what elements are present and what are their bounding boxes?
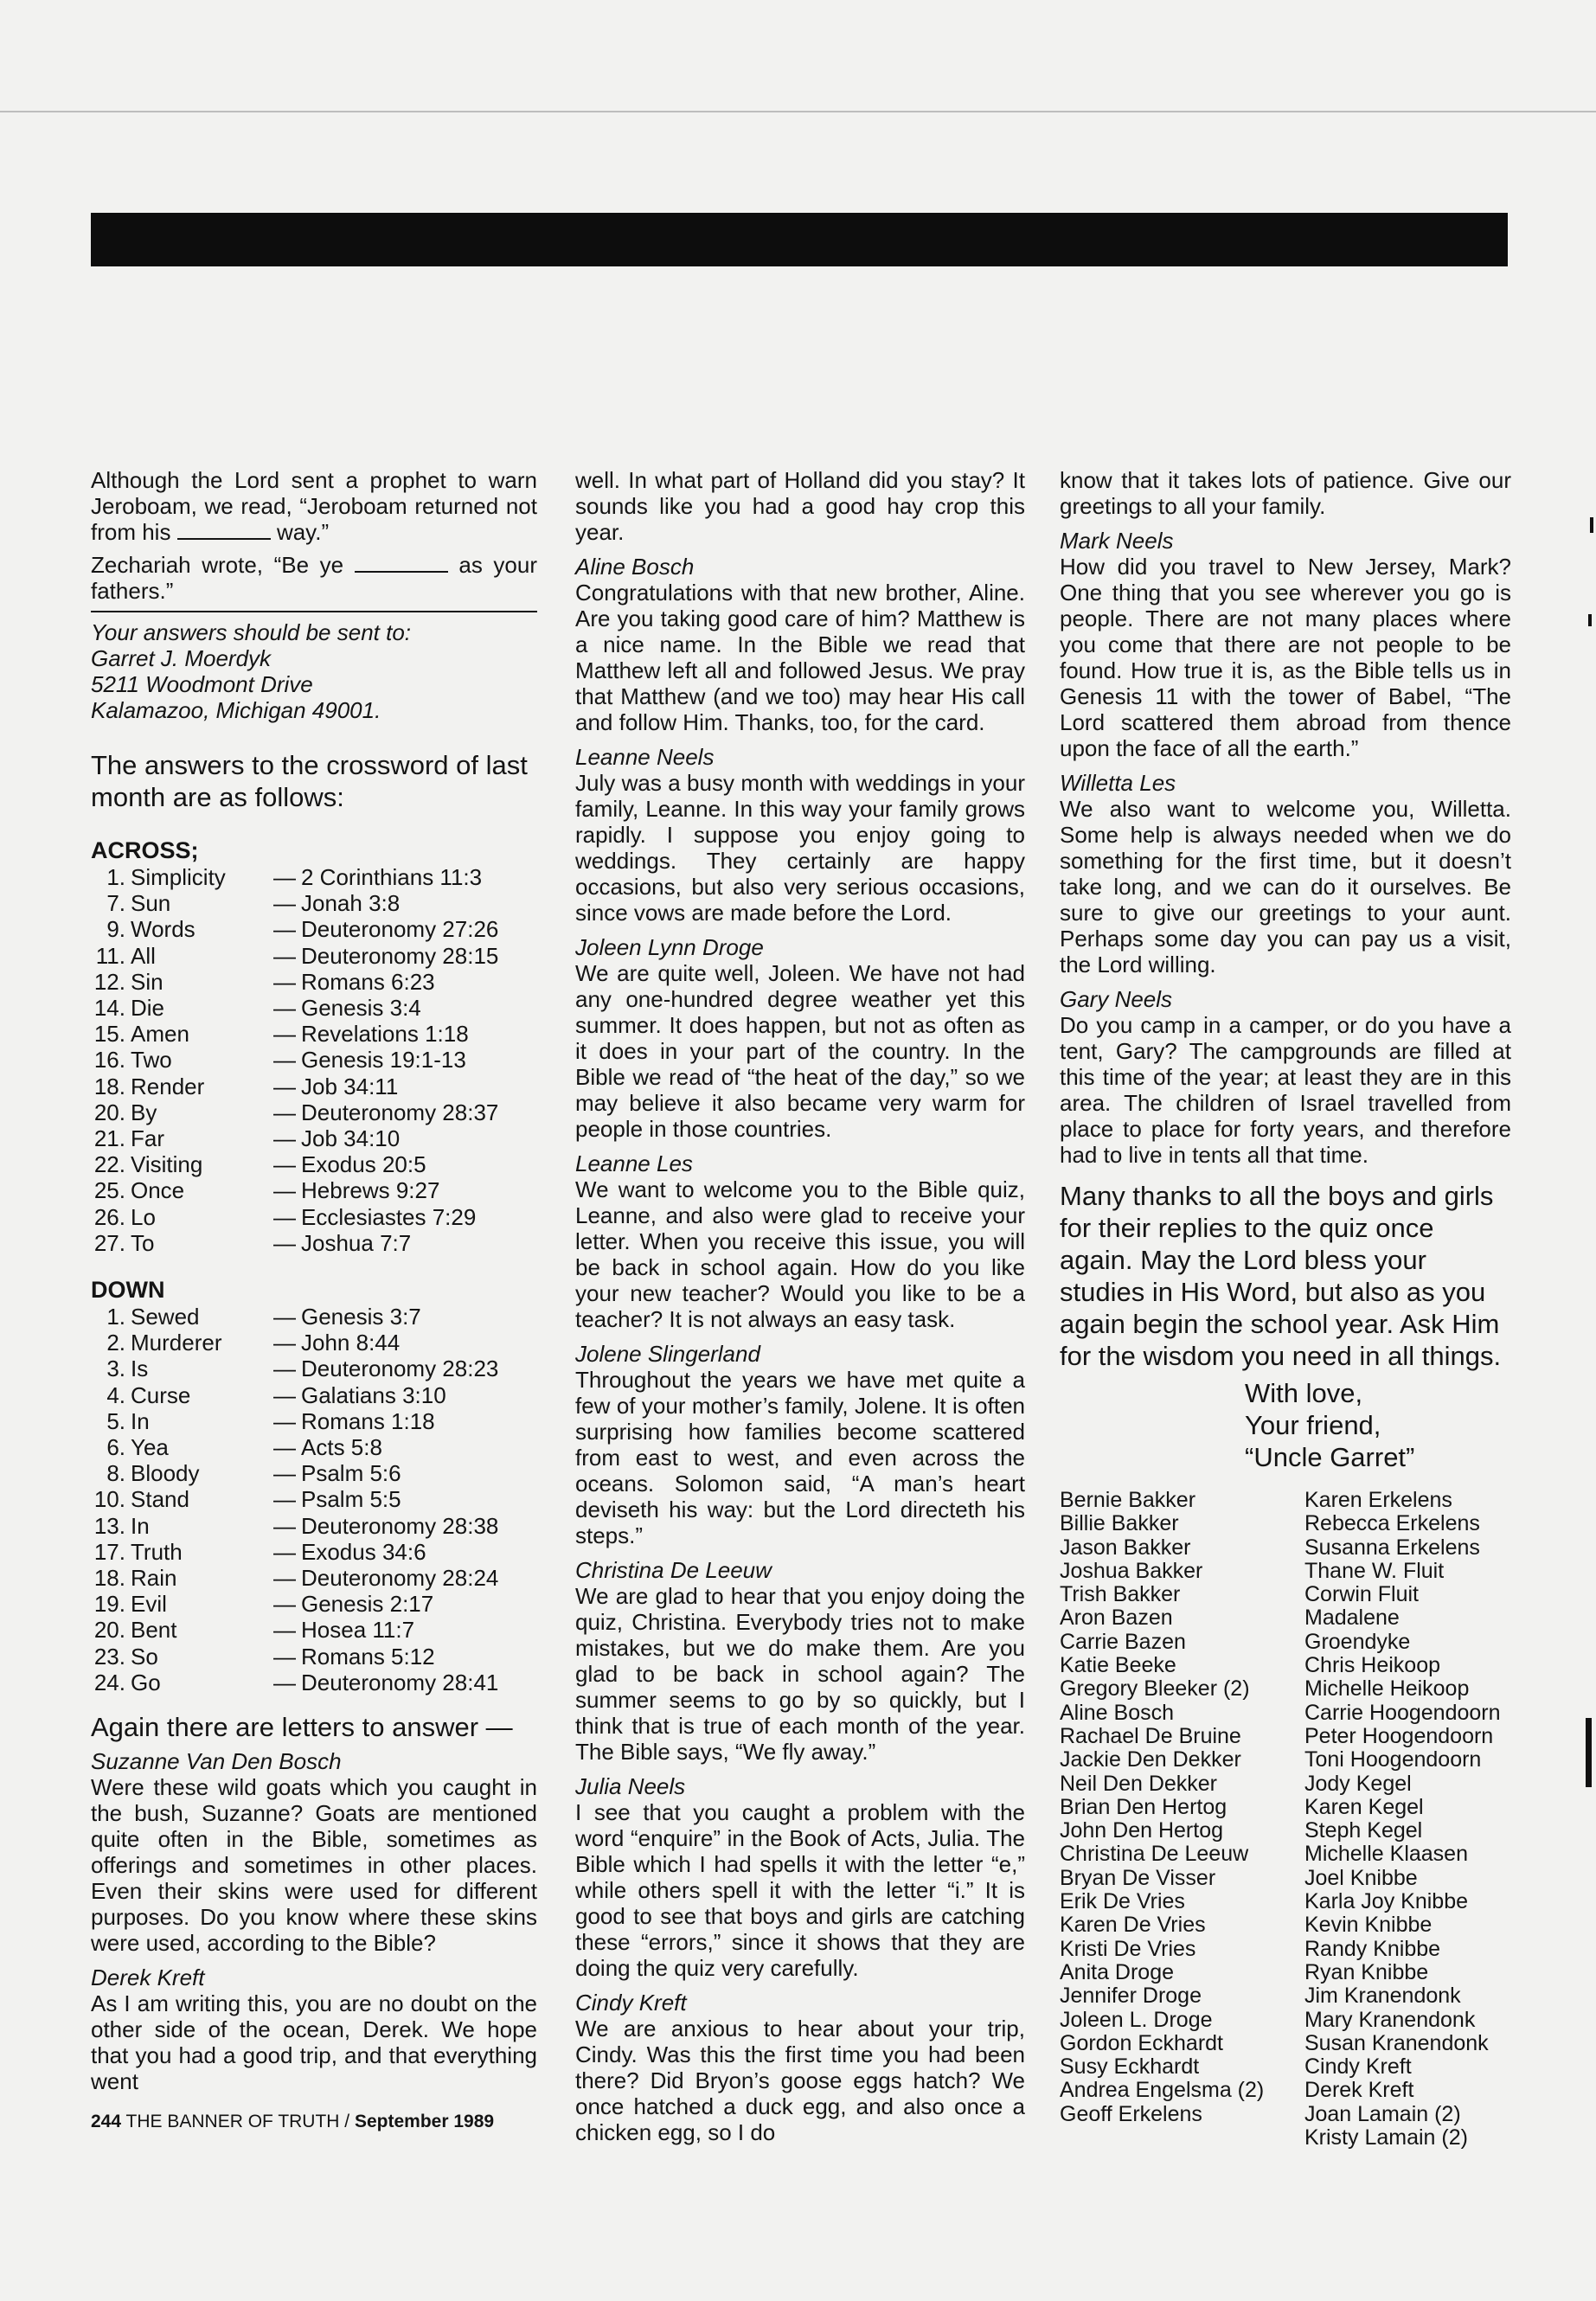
answer-word: To bbox=[131, 1229, 155, 1256]
participant-name: Geoff Erkelens bbox=[1060, 2101, 1202, 2126]
reference-text: 2 Corinthians 11:3 bbox=[301, 864, 483, 890]
letters-list bbox=[1060, 528, 1511, 1168]
participant-name: Neil Den Dekker bbox=[1060, 1771, 1218, 1796]
reference-text: Hebrews 9:27 bbox=[301, 1177, 440, 1204]
answer-word: Bloody bbox=[131, 1460, 200, 1487]
participant-name: Ryan Knibbe bbox=[1304, 1959, 1429, 1984]
reference-text: Deuteronomy 28:37 bbox=[301, 1099, 499, 1125]
answers-heading: The answers to the crossword of last month are as follows: bbox=[91, 750, 528, 812]
reference-text: Genesis 3:4 bbox=[301, 995, 421, 1022]
continued-text: know that it takes lots of patience. Give our greetings to all your family. bbox=[1060, 467, 1511, 519]
letter-body: We also want to welcome you, Willetta. Some help is always needed when we do something for the first time, but it doesn’t take long, and we can do it ourselves. Be sure to give our greetings to your aunt. Perhaps some day you can pay us a visit, the Lord willing. bbox=[1060, 796, 1511, 977]
letter-name: Julia Neels bbox=[575, 1773, 686, 1799]
clue-number: 18. bbox=[93, 1565, 125, 1592]
participant-name: John Den Hertog bbox=[1060, 1818, 1224, 1843]
reference-text: Deuteronomy 28:41 bbox=[301, 1669, 499, 1695]
down-answers bbox=[91, 1304, 537, 1695]
participant-name: Aron Bazen bbox=[1060, 1606, 1173, 1631]
down-answer-row bbox=[91, 1513, 537, 1539]
answer-word: Two bbox=[131, 1047, 172, 1074]
names-column-right bbox=[1304, 1489, 1511, 2150]
letter-name: Leanne Neels bbox=[575, 744, 715, 770]
across-answer-row bbox=[91, 1177, 537, 1203]
scripture-reference bbox=[273, 864, 537, 890]
column-3 bbox=[1060, 467, 1511, 2150]
participant-name: Erik De Vries bbox=[1060, 1889, 1185, 1914]
em-dash: — bbox=[273, 1538, 296, 1565]
participant-name: Rachael De Bruine bbox=[1060, 1723, 1241, 1748]
across-answer-row bbox=[91, 916, 537, 942]
letter-name: Suzanne Van Den Bosch bbox=[91, 1748, 342, 1775]
answer-word: In bbox=[131, 1407, 150, 1434]
participant-name: Karen Erkelens bbox=[1304, 1488, 1452, 1512]
em-dash: — bbox=[273, 968, 296, 995]
reference-text: Ecclesiastes 7:29 bbox=[301, 1203, 477, 1230]
letter-body: Throughout the years we have met quite a few of your mother’s family, Jolene. It is often surprising how families become scattered from east to west, and even across the oceans. Solomon said, “A man’s heart deviseth his way: but the Lord directeth his steps.” bbox=[575, 1367, 1025, 1548]
reference-text: Deuteronomy 28:24 bbox=[301, 1565, 499, 1592]
scripture-reference bbox=[273, 1460, 537, 1486]
send-label: Your answers should be sent to: bbox=[91, 619, 412, 645]
reference-text: Deuteronomy 28:38 bbox=[301, 1512, 499, 1539]
participant-name: Corwin Fluit bbox=[1304, 1582, 1419, 1607]
reference-text: Acts 5:8 bbox=[301, 1434, 382, 1461]
address-line-3: Kalamazoo, Michigan 49001. bbox=[91, 697, 381, 723]
participant-name: Karla Joy Knibbe bbox=[1304, 1889, 1469, 1914]
clue-number: 14. bbox=[93, 995, 125, 1022]
participant-name: Kristi De Vries bbox=[1060, 1936, 1196, 1961]
participant-name: Chris Heikoop bbox=[1304, 1653, 1441, 1678]
edge-mark bbox=[1586, 1718, 1592, 1787]
answer-word: Go bbox=[131, 1669, 161, 1695]
participant-name: Michelle Heikoop bbox=[1304, 1676, 1470, 1702]
answer-word: Far bbox=[131, 1125, 164, 1152]
down-answer-row bbox=[91, 1382, 537, 1408]
em-dash: — bbox=[273, 942, 296, 969]
em-dash: — bbox=[273, 1151, 296, 1178]
participant-name: Joshua Bakker bbox=[1060, 1558, 1203, 1583]
em-dash: — bbox=[273, 1381, 296, 1408]
participant-name: Susy Eckhardt bbox=[1060, 2054, 1200, 2080]
column-2 bbox=[575, 467, 1025, 2154]
participant-name: Derek Kreft bbox=[1304, 2078, 1414, 2103]
scripture-reference bbox=[273, 1591, 537, 1617]
address-line-2: 5211 Woodmont Drive bbox=[91, 671, 313, 697]
em-dash: — bbox=[273, 1177, 296, 1204]
participant-name: Gordon Eckhardt bbox=[1060, 2030, 1223, 2055]
clue-number: 18. bbox=[93, 1073, 125, 1099]
answer-word: Is bbox=[131, 1356, 149, 1382]
closing-paragraph: Many thanks to all the boys and girls for their replies to the quiz once again. May the Lord bless your studies in His Word, but also as you again begin the school year. Ask Him for the wisdom you need in all things. bbox=[1060, 1181, 1502, 1371]
participant-name: Toni Hoogendoorn bbox=[1304, 1747, 1482, 1772]
letter-body: I see that you caught a problem with the word “enquire” in the Book of Acts, Julia. The Bible which I had spells it with the letter “e,” while others spell it with the letter “i.” It is good to see that boys and girls are catching these “errors,” since it shows that they are doing the quiz very carefully. bbox=[575, 1799, 1025, 1981]
letter-name: Joleen Lynn Droge bbox=[575, 934, 764, 960]
clue-number: 25. bbox=[93, 1177, 125, 1204]
reference-text: Revelations 1:18 bbox=[301, 1021, 469, 1048]
letter-body: How did you travel to New Jersey, Mark? One thing that you see wherever you go is people. There are not many places where you come that there are not people to be found. How true it is, as the Bible tells us in Genesis 11 with the tower of Babel, “The Lord scattered them abroad from thence upon the face of all the earth.” bbox=[1060, 554, 1511, 761]
participant-names bbox=[1060, 1489, 1511, 2150]
down-answer-row bbox=[91, 1356, 537, 1381]
letter-name: Jolene Slingerland bbox=[575, 1341, 760, 1367]
clue-number: 20. bbox=[93, 1099, 125, 1125]
clue-number: 4. bbox=[106, 1381, 125, 1408]
clue-number: 3. bbox=[106, 1356, 125, 1382]
answer-word: Once bbox=[131, 1177, 185, 1204]
participant-name: Cindy Kreft bbox=[1304, 2054, 1412, 2080]
signoff-line-1: With love, bbox=[1245, 1378, 1363, 1408]
across-answer-row bbox=[91, 1074, 537, 1099]
participant-name: Anita Droge bbox=[1060, 1959, 1175, 1984]
em-dash: — bbox=[273, 1591, 296, 1618]
down-answer-row bbox=[91, 1304, 537, 1330]
down-answer-row bbox=[91, 1670, 537, 1695]
reference-text: Job 34:11 bbox=[301, 1073, 399, 1099]
letter-body: Do you camp in a camper, or do you have a tent, Gary? The campgrounds are filled at this time of the year; at least they are in this area. The children of Israel travelled from place to place for forty years, and therefore had to live in tents all that time. bbox=[1060, 1012, 1511, 1168]
participant-name: Jackie Den Dekker bbox=[1060, 1747, 1241, 1772]
scripture-reference bbox=[273, 1617, 537, 1643]
participant-name: Randy Knibbe bbox=[1304, 1936, 1441, 1961]
scripture-reference bbox=[273, 1434, 537, 1460]
reference-text: Psalm 5:5 bbox=[301, 1486, 401, 1513]
clue-number: 6. bbox=[106, 1434, 125, 1461]
letter-body: As I am writing this, you are no doubt on the other side of the ocean, Derek. We hope that you had a good trip, and that everything went bbox=[91, 1990, 537, 2095]
reference-text: Galatians 3:10 bbox=[301, 1381, 446, 1408]
across-answer-row bbox=[91, 864, 537, 890]
down-answer-row bbox=[91, 1330, 537, 1356]
participant-name: Brian Den Hertog bbox=[1060, 1794, 1227, 1819]
reference-text: Romans 5:12 bbox=[301, 1643, 435, 1670]
answer-word: In bbox=[131, 1512, 150, 1539]
reference-text: Job 34:10 bbox=[301, 1125, 401, 1152]
clue-number: 12. bbox=[93, 968, 125, 995]
clue-number: 15. bbox=[93, 1021, 125, 1048]
em-dash: — bbox=[273, 1486, 296, 1513]
em-dash: — bbox=[273, 1203, 296, 1230]
scripture-reference bbox=[273, 969, 537, 995]
em-dash: — bbox=[273, 1565, 296, 1592]
answer-word: Rain bbox=[131, 1565, 177, 1592]
scripture-reference bbox=[273, 1382, 537, 1408]
scripture-reference bbox=[273, 1644, 537, 1670]
scripture-reference bbox=[273, 943, 537, 969]
participant-name: Bryan De Visser bbox=[1060, 1865, 1216, 1890]
participant-name: Mary Kranendonk bbox=[1304, 2007, 1476, 2032]
em-dash: — bbox=[273, 995, 296, 1022]
em-dash: — bbox=[273, 864, 296, 890]
down-answer-row bbox=[91, 1539, 537, 1565]
letter-name: Christina De Leeuw bbox=[575, 1557, 772, 1583]
clue-number: 22. bbox=[93, 1151, 125, 1178]
answer-word: Sewed bbox=[131, 1304, 200, 1330]
answer-word: Simplicity bbox=[131, 864, 226, 890]
participant-name: Joleen L. Droge bbox=[1060, 2007, 1213, 2032]
scripture-reference bbox=[273, 1021, 537, 1047]
clue-number: 24. bbox=[93, 1669, 125, 1695]
scripture-reference bbox=[273, 1151, 537, 1177]
down-answer-row bbox=[91, 1617, 537, 1643]
letter-body: Congratulations with that new brother, Aline. Are you taking good care of him? Matthew is a nice name. In the Bible we read that Matthew left all and followed Jesus. We pray that Matthew (and we too) may hear His call and follow Him. Thanks, too, for the card. bbox=[575, 580, 1025, 735]
reference-text: Romans 6:23 bbox=[301, 968, 435, 995]
scripture-reference bbox=[273, 1513, 537, 1539]
clue-number: 17. bbox=[93, 1538, 125, 1565]
across-answer-row bbox=[91, 1204, 537, 1230]
reference-text: Deuteronomy 28:23 bbox=[301, 1356, 499, 1382]
participant-name: Jennifer Droge bbox=[1060, 1984, 1202, 2009]
em-dash: — bbox=[273, 1512, 296, 1539]
edge-mark bbox=[1588, 614, 1592, 626]
em-dash: — bbox=[273, 1434, 296, 1461]
issue-date: September 1989 bbox=[354, 2112, 495, 2131]
letters-heading: Again there are letters to answer — bbox=[91, 1712, 513, 1743]
participant-name: Rebecca Erkelens bbox=[1304, 1511, 1480, 1536]
participant-name: Susan Kranendonk bbox=[1304, 2030, 1489, 2055]
clue-number: 27. bbox=[93, 1229, 125, 1256]
letter-name: Derek Kreft bbox=[91, 1965, 205, 1991]
clue-number: 23. bbox=[93, 1643, 125, 1670]
letter-name: Leanne Les bbox=[575, 1150, 693, 1176]
across-answer-row bbox=[91, 890, 537, 916]
answer-word: Murderer bbox=[131, 1330, 222, 1356]
em-dash: — bbox=[273, 1304, 296, 1330]
participant-name: Susanna Erkelens bbox=[1304, 1535, 1480, 1560]
participant-name: Carrie Hoogendoorn bbox=[1304, 1700, 1501, 1725]
participant-name: Gregory Bleeker (2) bbox=[1060, 1676, 1250, 1702]
reference-text: Genesis 19:1-13 bbox=[301, 1047, 466, 1074]
down-answer-row bbox=[91, 1644, 537, 1670]
em-dash: — bbox=[273, 1407, 296, 1434]
across-answer-row bbox=[91, 943, 537, 969]
scripture-reference bbox=[273, 1539, 537, 1565]
participant-name: Peter Hoogendoorn bbox=[1304, 1723, 1494, 1748]
em-dash: — bbox=[273, 1643, 296, 1670]
across-answer-row bbox=[91, 1099, 537, 1125]
participant-name: Karen Kegel bbox=[1304, 1794, 1424, 1819]
scripture-reference bbox=[273, 1304, 537, 1330]
em-dash: — bbox=[273, 1125, 296, 1152]
participant-name: Michelle Klaasen bbox=[1304, 1842, 1468, 1867]
em-dash: — bbox=[273, 1229, 296, 1256]
letter-body: July was a busy month with weddings in your family, Leanne. In this way your family grows rapidly. I suppose you enjoy going to weddings. They certainly are happy occasions, but also very serious occasions, since vows are made before the Lord. bbox=[575, 770, 1025, 926]
fill-in-blank bbox=[177, 519, 271, 540]
em-dash: — bbox=[273, 1330, 296, 1356]
scripture-reference bbox=[273, 1565, 537, 1591]
reference-text: Exodus 20:5 bbox=[301, 1151, 426, 1178]
continued-text: well. In what part of Holland did you stay? It sounds like you had a good hay crop this year. bbox=[575, 467, 1025, 545]
across-answer-row bbox=[91, 1151, 537, 1177]
participant-name: Joel Knibbe bbox=[1304, 1865, 1418, 1890]
page-number: 244 bbox=[91, 2112, 122, 2131]
reference-text: John 8:44 bbox=[301, 1330, 401, 1356]
scripture-reference bbox=[273, 1177, 537, 1203]
down-answer-row bbox=[91, 1565, 537, 1591]
across-answer-row bbox=[91, 969, 537, 995]
letter-body: We want to welcome you to the Bible quiz, Leanne, and also were glad to receive your letter. When you receive this issue, you will be back in school again. How do you like your new teacher? Would you like to be a teacher? It is not always an easy task. bbox=[575, 1176, 1025, 1332]
participant-name: Trish Bakker bbox=[1060, 1582, 1181, 1607]
clue-number: 5. bbox=[106, 1407, 125, 1434]
reference-text: Psalm 5:6 bbox=[301, 1460, 401, 1487]
scripture-reference bbox=[273, 1230, 537, 1256]
intro-paragraph-1: Although the Lord sent a prophet to warn Jeroboam, we read, “Jeroboam returned not from his way.” bbox=[91, 467, 537, 545]
column-1 bbox=[91, 467, 537, 2103]
down-answer-row bbox=[91, 1460, 537, 1486]
answer-word: Amen bbox=[131, 1021, 189, 1048]
em-dash: — bbox=[273, 1617, 296, 1644]
names-column-left bbox=[1060, 1489, 1304, 2150]
intro-paragraph-2: Zechariah wrote, “Be ye as your fathers.” bbox=[91, 552, 537, 604]
fill-in-blank bbox=[355, 552, 448, 573]
letter-name: Gary Neels bbox=[1060, 986, 1173, 1012]
down-answer-row bbox=[91, 1408, 537, 1434]
reference-text: Jonah 3:8 bbox=[301, 890, 401, 917]
scripture-reference bbox=[273, 1670, 537, 1695]
across-heading: ACROSS; bbox=[91, 837, 199, 863]
clue-number: 26. bbox=[93, 1203, 125, 1230]
participant-name: Kevin Knibbe bbox=[1304, 1913, 1433, 1938]
clue-number: 13. bbox=[93, 1512, 125, 1539]
em-dash: — bbox=[273, 1073, 296, 1099]
clue-number: 16. bbox=[93, 1047, 125, 1074]
letter-body: We are quite well, Joleen. We have not had any one-hundred degree weather yet this summer. It does happen, but not as often as it does in your part of the country. In the Bible we read of “the heat of the day,” so we may believe it also became very warm for people in those countries. bbox=[575, 960, 1025, 1142]
em-dash: — bbox=[273, 1356, 296, 1382]
answer-word: By bbox=[131, 1099, 157, 1125]
answer-word: So bbox=[131, 1643, 158, 1670]
clue-number: 8. bbox=[106, 1460, 125, 1487]
scripture-reference bbox=[273, 916, 537, 942]
em-dash: — bbox=[273, 1099, 296, 1125]
participant-name: Steph Kegel bbox=[1304, 1818, 1423, 1843]
participant-name: Jason Bakker bbox=[1060, 1535, 1191, 1560]
scripture-reference bbox=[273, 995, 537, 1021]
em-dash: — bbox=[273, 1021, 296, 1048]
reference-text: Hosea 11:7 bbox=[301, 1617, 415, 1644]
participant-name: Andrea Engelsma (2) bbox=[1060, 2078, 1265, 2103]
signoff-line-3: “Uncle Garret” bbox=[1245, 1442, 1415, 1472]
clue-number: 9. bbox=[106, 916, 125, 943]
reference-text: Deuteronomy 27:26 bbox=[301, 916, 499, 943]
participant-name: Jody Kegel bbox=[1304, 1771, 1412, 1796]
em-dash: — bbox=[273, 916, 296, 943]
scripture-reference bbox=[273, 890, 537, 916]
scripture-reference bbox=[273, 1408, 537, 1434]
em-dash: — bbox=[273, 1669, 296, 1695]
clue-number: 21. bbox=[93, 1125, 125, 1152]
answer-word: Sun bbox=[131, 890, 171, 917]
clue-number: 2. bbox=[106, 1330, 125, 1356]
participant-name: Billie Bakker bbox=[1060, 1511, 1179, 1536]
answer-word: Truth bbox=[131, 1538, 183, 1565]
answer-word: Sin bbox=[131, 968, 163, 995]
clue-number: 11. bbox=[95, 942, 125, 969]
address-line-1: Garret J. Moerdyk bbox=[91, 645, 272, 671]
top-rule bbox=[0, 111, 1596, 112]
answer-word: Yea bbox=[131, 1434, 169, 1461]
answer-word: All bbox=[131, 942, 156, 969]
participant-name: Joan Lamain (2) bbox=[1304, 2101, 1461, 2126]
reference-text: Romans 1:18 bbox=[301, 1407, 435, 1434]
scripture-reference bbox=[273, 1099, 537, 1125]
answer-word: Visiting bbox=[131, 1151, 203, 1178]
scripture-reference bbox=[273, 1486, 537, 1512]
letter-body: We are anxious to hear about your trip, Cindy. Was this the first time you had been there? Did Bryon’s goose eggs hatch? We once hatched a duck egg, and also once a chicken egg, so I do bbox=[575, 2016, 1025, 2145]
scripture-reference bbox=[273, 1047, 537, 1073]
scripture-reference bbox=[273, 1356, 537, 1381]
divider bbox=[91, 611, 537, 612]
answer-word: Die bbox=[131, 995, 165, 1022]
participant-name: Kristy Lamain (2) bbox=[1304, 2125, 1468, 2150]
em-dash: — bbox=[273, 1460, 296, 1487]
answer-word: Bent bbox=[131, 1617, 177, 1644]
answer-word: Evil bbox=[131, 1591, 167, 1618]
participant-name: Christina De Leeuw bbox=[1060, 1842, 1249, 1867]
letters-list bbox=[575, 554, 1025, 2145]
edge-mark bbox=[1590, 517, 1593, 533]
clue-number: 1. bbox=[106, 1304, 125, 1330]
participant-name: Aline Bosch bbox=[1060, 1700, 1175, 1725]
reference-text: Joshua 7:7 bbox=[301, 1229, 412, 1256]
letter-body: Were these wild goats which you caught in the bush, Suzanne? Goats are mentioned quite often in the Bible, sometimes as offerings and sometimes in other places. Even their skins were used for different purposes. Do you know where these skins were used, according to the Bible? bbox=[91, 1774, 537, 1957]
clue-number: 1. bbox=[106, 864, 125, 890]
page-footer bbox=[91, 2112, 494, 2132]
scripture-reference bbox=[273, 1330, 537, 1356]
letter-name: Cindy Kreft bbox=[575, 1990, 687, 2016]
participant-name: Katie Beeke bbox=[1060, 1653, 1176, 1678]
reference-text: Deuteronomy 28:15 bbox=[301, 942, 499, 969]
participant-name: Karen De Vries bbox=[1060, 1913, 1206, 1938]
across-answer-row bbox=[91, 1230, 537, 1256]
participant-name: Carrie Bazen bbox=[1060, 1629, 1186, 1654]
em-dash: — bbox=[273, 1047, 296, 1074]
letter-name: Willetta Les bbox=[1060, 770, 1176, 796]
answer-word: Stand bbox=[131, 1486, 189, 1513]
letter-name: Aline Bosch bbox=[575, 554, 695, 580]
across-answers bbox=[91, 864, 537, 1256]
letter-name: Mark Neels bbox=[1060, 528, 1174, 554]
signoff-line-2: Your friend, bbox=[1245, 1410, 1381, 1440]
em-dash: — bbox=[273, 890, 296, 917]
clue-number: 7. bbox=[106, 890, 125, 917]
header-black-bar bbox=[91, 213, 1508, 266]
participant-name: Thane W. Fluit bbox=[1304, 1558, 1445, 1583]
answer-word: Render bbox=[131, 1073, 205, 1099]
across-answer-row bbox=[91, 995, 537, 1021]
answer-word: Curse bbox=[131, 1381, 191, 1408]
reference-text: Genesis 3:7 bbox=[301, 1304, 421, 1330]
scripture-reference bbox=[273, 1204, 537, 1230]
down-answer-row bbox=[91, 1591, 537, 1617]
scripture-reference bbox=[273, 1125, 537, 1151]
down-heading: DOWN bbox=[91, 1277, 165, 1304]
participant-name: Jim Kranendonk bbox=[1304, 1984, 1461, 2009]
answer-word: Words bbox=[131, 916, 195, 943]
reference-text: Exodus 34:6 bbox=[301, 1538, 426, 1565]
clue-number: 20. bbox=[93, 1617, 125, 1644]
across-answer-row bbox=[91, 1125, 537, 1151]
participant-name: Madalene Groendyke bbox=[1304, 1606, 1411, 1654]
scripture-reference bbox=[273, 1074, 537, 1099]
clue-number: 10. bbox=[93, 1486, 125, 1513]
down-answer-row bbox=[91, 1434, 537, 1460]
answer-word: Lo bbox=[131, 1203, 156, 1230]
reference-text: Genesis 2:17 bbox=[301, 1591, 434, 1618]
across-answer-row bbox=[91, 1021, 537, 1047]
publication-name: THE BANNER OF TRUTH / bbox=[125, 2112, 350, 2131]
down-answer-row bbox=[91, 1486, 537, 1512]
clue-number: 19. bbox=[93, 1591, 125, 1618]
letter-body: We are glad to hear that you enjoy doing the quiz, Christina. Everybody tries not to make mistakes, but we do make them. Are you glad to be back in school again? The summer seems to go by so quickly, but I think that is true of each month of the year. The Bible says, “We fly away.” bbox=[575, 1583, 1025, 1765]
across-answer-row bbox=[91, 1047, 537, 1073]
participant-name: Bernie Bakker bbox=[1060, 1488, 1196, 1512]
